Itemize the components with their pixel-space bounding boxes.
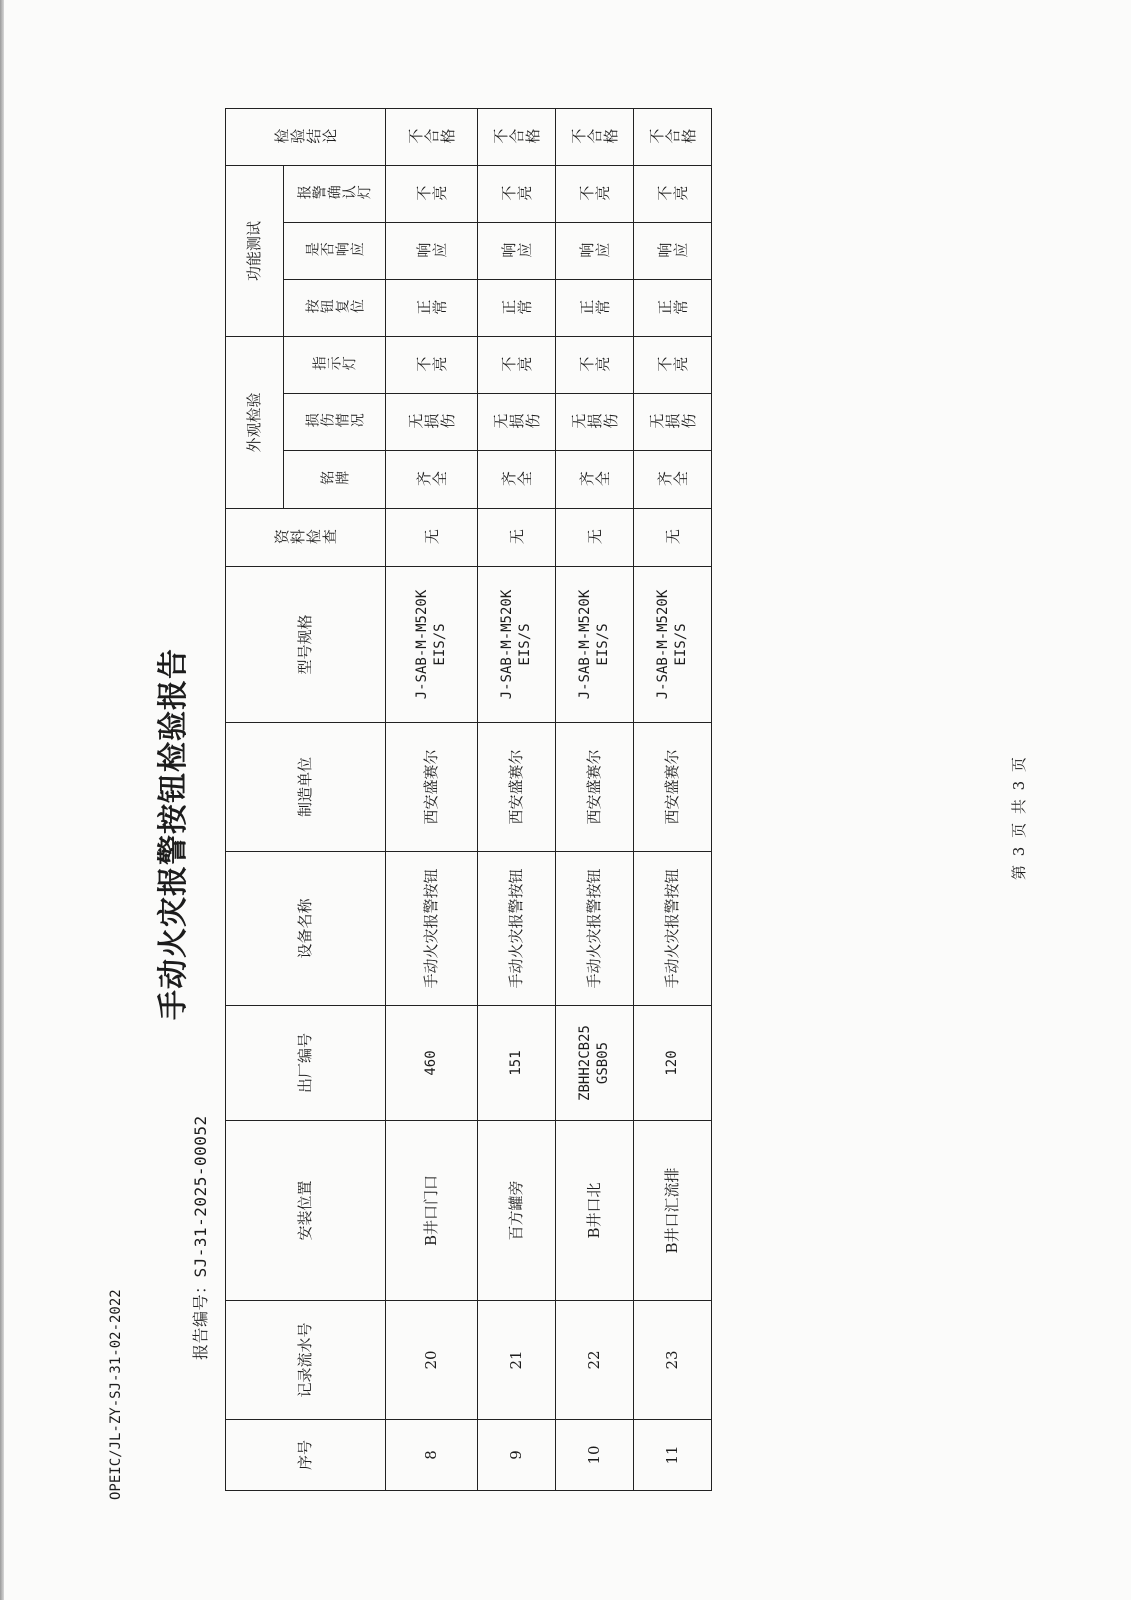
cell-maker: 西安盛赛尔	[634, 723, 712, 852]
cell-conclusion: 不合格	[478, 109, 556, 166]
cell-response: 响应	[556, 223, 634, 280]
cell-docs: 无	[478, 509, 556, 567]
header-conclusion: 检验结论	[226, 109, 386, 166]
cell-damage: 无损伤	[634, 394, 712, 451]
header-maker: 制造单位	[226, 723, 386, 852]
header-seq: 序号	[226, 1420, 386, 1491]
header-model: 型号规格	[226, 567, 386, 723]
cell-device: 手动火灾报警按钮	[556, 852, 634, 1006]
cell-damage: 无损伤	[478, 394, 556, 451]
cell-device: 手动火灾报警按钮	[634, 852, 712, 1006]
header-function-group: 功能测试	[226, 166, 284, 337]
header-indicator: 指示灯	[284, 337, 386, 394]
table-row	[478, 109, 556, 1491]
cell-serial: 151	[478, 1006, 556, 1121]
report-number: 报告编号：SJ-31-2025-00052	[191, 1115, 210, 1360]
cell-reset: 正常	[386, 280, 478, 337]
header-record-no: 记录流水号	[226, 1301, 386, 1420]
cell-record-no: 23	[634, 1301, 712, 1420]
cell-confirm-light: 不亮	[386, 166, 478, 223]
cell-indicator: 不亮	[478, 337, 556, 394]
cell-location: 百方罐旁	[478, 1121, 556, 1301]
cell-confirm-light: 不亮	[478, 166, 556, 223]
cell-location: B井口北	[556, 1121, 634, 1301]
cell-reset: 正常	[556, 280, 634, 337]
cell-nameplate: 齐全	[634, 451, 712, 509]
inspection-table	[225, 108, 712, 1491]
cell-docs: 无	[634, 509, 712, 567]
cell-serial: ZBHH2CB25 GSB05	[556, 1006, 634, 1121]
header-nameplate: 铭牌	[284, 451, 386, 509]
cell-device: 手动火灾报警按钮	[386, 852, 478, 1006]
cell-damage: 无损伤	[556, 394, 634, 451]
cell-seq: 8	[386, 1420, 478, 1491]
cell-record-no: 20	[386, 1301, 478, 1420]
cell-docs: 无	[386, 509, 478, 567]
cell-reset: 正常	[634, 280, 712, 337]
form-code: OPEIC/JL-ZY-SJ-31-02-2022	[108, 1289, 124, 1500]
cell-indicator: 不亮	[386, 337, 478, 394]
cell-record-no: 21	[478, 1301, 556, 1420]
header-serial: 出厂编号	[226, 1006, 386, 1121]
header-device: 设备名称	[226, 852, 386, 1006]
header-location: 安装位置	[226, 1121, 386, 1301]
header-response: 是否响应	[284, 223, 386, 280]
cell-serial: 460	[386, 1006, 478, 1121]
cell-confirm-light: 不亮	[556, 166, 634, 223]
cell-nameplate: 齐全	[478, 451, 556, 509]
header-reset: 按钮复位	[284, 280, 386, 337]
cell-model: J-SAB-M-M520K EIS/S	[634, 567, 712, 723]
cell-location: B井口门口	[386, 1121, 478, 1301]
header-docs: 资料检查	[226, 509, 386, 567]
cell-damage: 无损伤	[386, 394, 478, 451]
cell-indicator: 不亮	[634, 337, 712, 394]
document-title: 手动火灾报警按钮检验报告	[156, 648, 191, 1020]
header-confirm-light: 报警确认灯	[284, 166, 386, 223]
table-row	[556, 109, 634, 1491]
cell-location: B井口汇流排	[634, 1121, 712, 1301]
cell-seq: 11	[634, 1420, 712, 1491]
cell-serial: 120	[634, 1006, 712, 1121]
cell-conclusion: 不合格	[386, 109, 478, 166]
cell-nameplate: 齐全	[556, 451, 634, 509]
cell-seq: 9	[478, 1420, 556, 1491]
cell-seq: 10	[556, 1420, 634, 1491]
cell-model: J-SAB-M-M520K EIS/S	[386, 567, 478, 723]
cell-confirm-light: 不亮	[634, 166, 712, 223]
cell-indicator: 不亮	[556, 337, 634, 394]
table-row	[634, 109, 712, 1491]
cell-record-no: 22	[556, 1301, 634, 1420]
header-appearance-group: 外观检验	[226, 337, 284, 509]
cell-response: 响应	[634, 223, 712, 280]
cell-conclusion: 不合格	[634, 109, 712, 166]
cell-conclusion: 不合格	[556, 109, 634, 166]
cell-response: 响应	[478, 223, 556, 280]
cell-docs: 无	[556, 509, 634, 567]
cell-maker: 西安盛赛尔	[478, 723, 556, 852]
page-number: 第 3 页 共 3 页	[1010, 755, 1028, 880]
cell-maker: 西安盛赛尔	[386, 723, 478, 852]
cell-model: J-SAB-M-M520K EIS/S	[478, 567, 556, 723]
cell-reset: 正常	[478, 280, 556, 337]
cell-maker: 西安盛赛尔	[556, 723, 634, 852]
cell-nameplate: 齐全	[386, 451, 478, 509]
cell-model: J-SAB-M-M520K EIS/S	[556, 567, 634, 723]
cell-response: 响应	[386, 223, 478, 280]
header-row-1	[226, 109, 284, 1491]
table-row	[386, 109, 478, 1491]
header-damage: 损伤情况	[284, 394, 386, 451]
cell-device: 手动火灾报警按钮	[478, 852, 556, 1006]
